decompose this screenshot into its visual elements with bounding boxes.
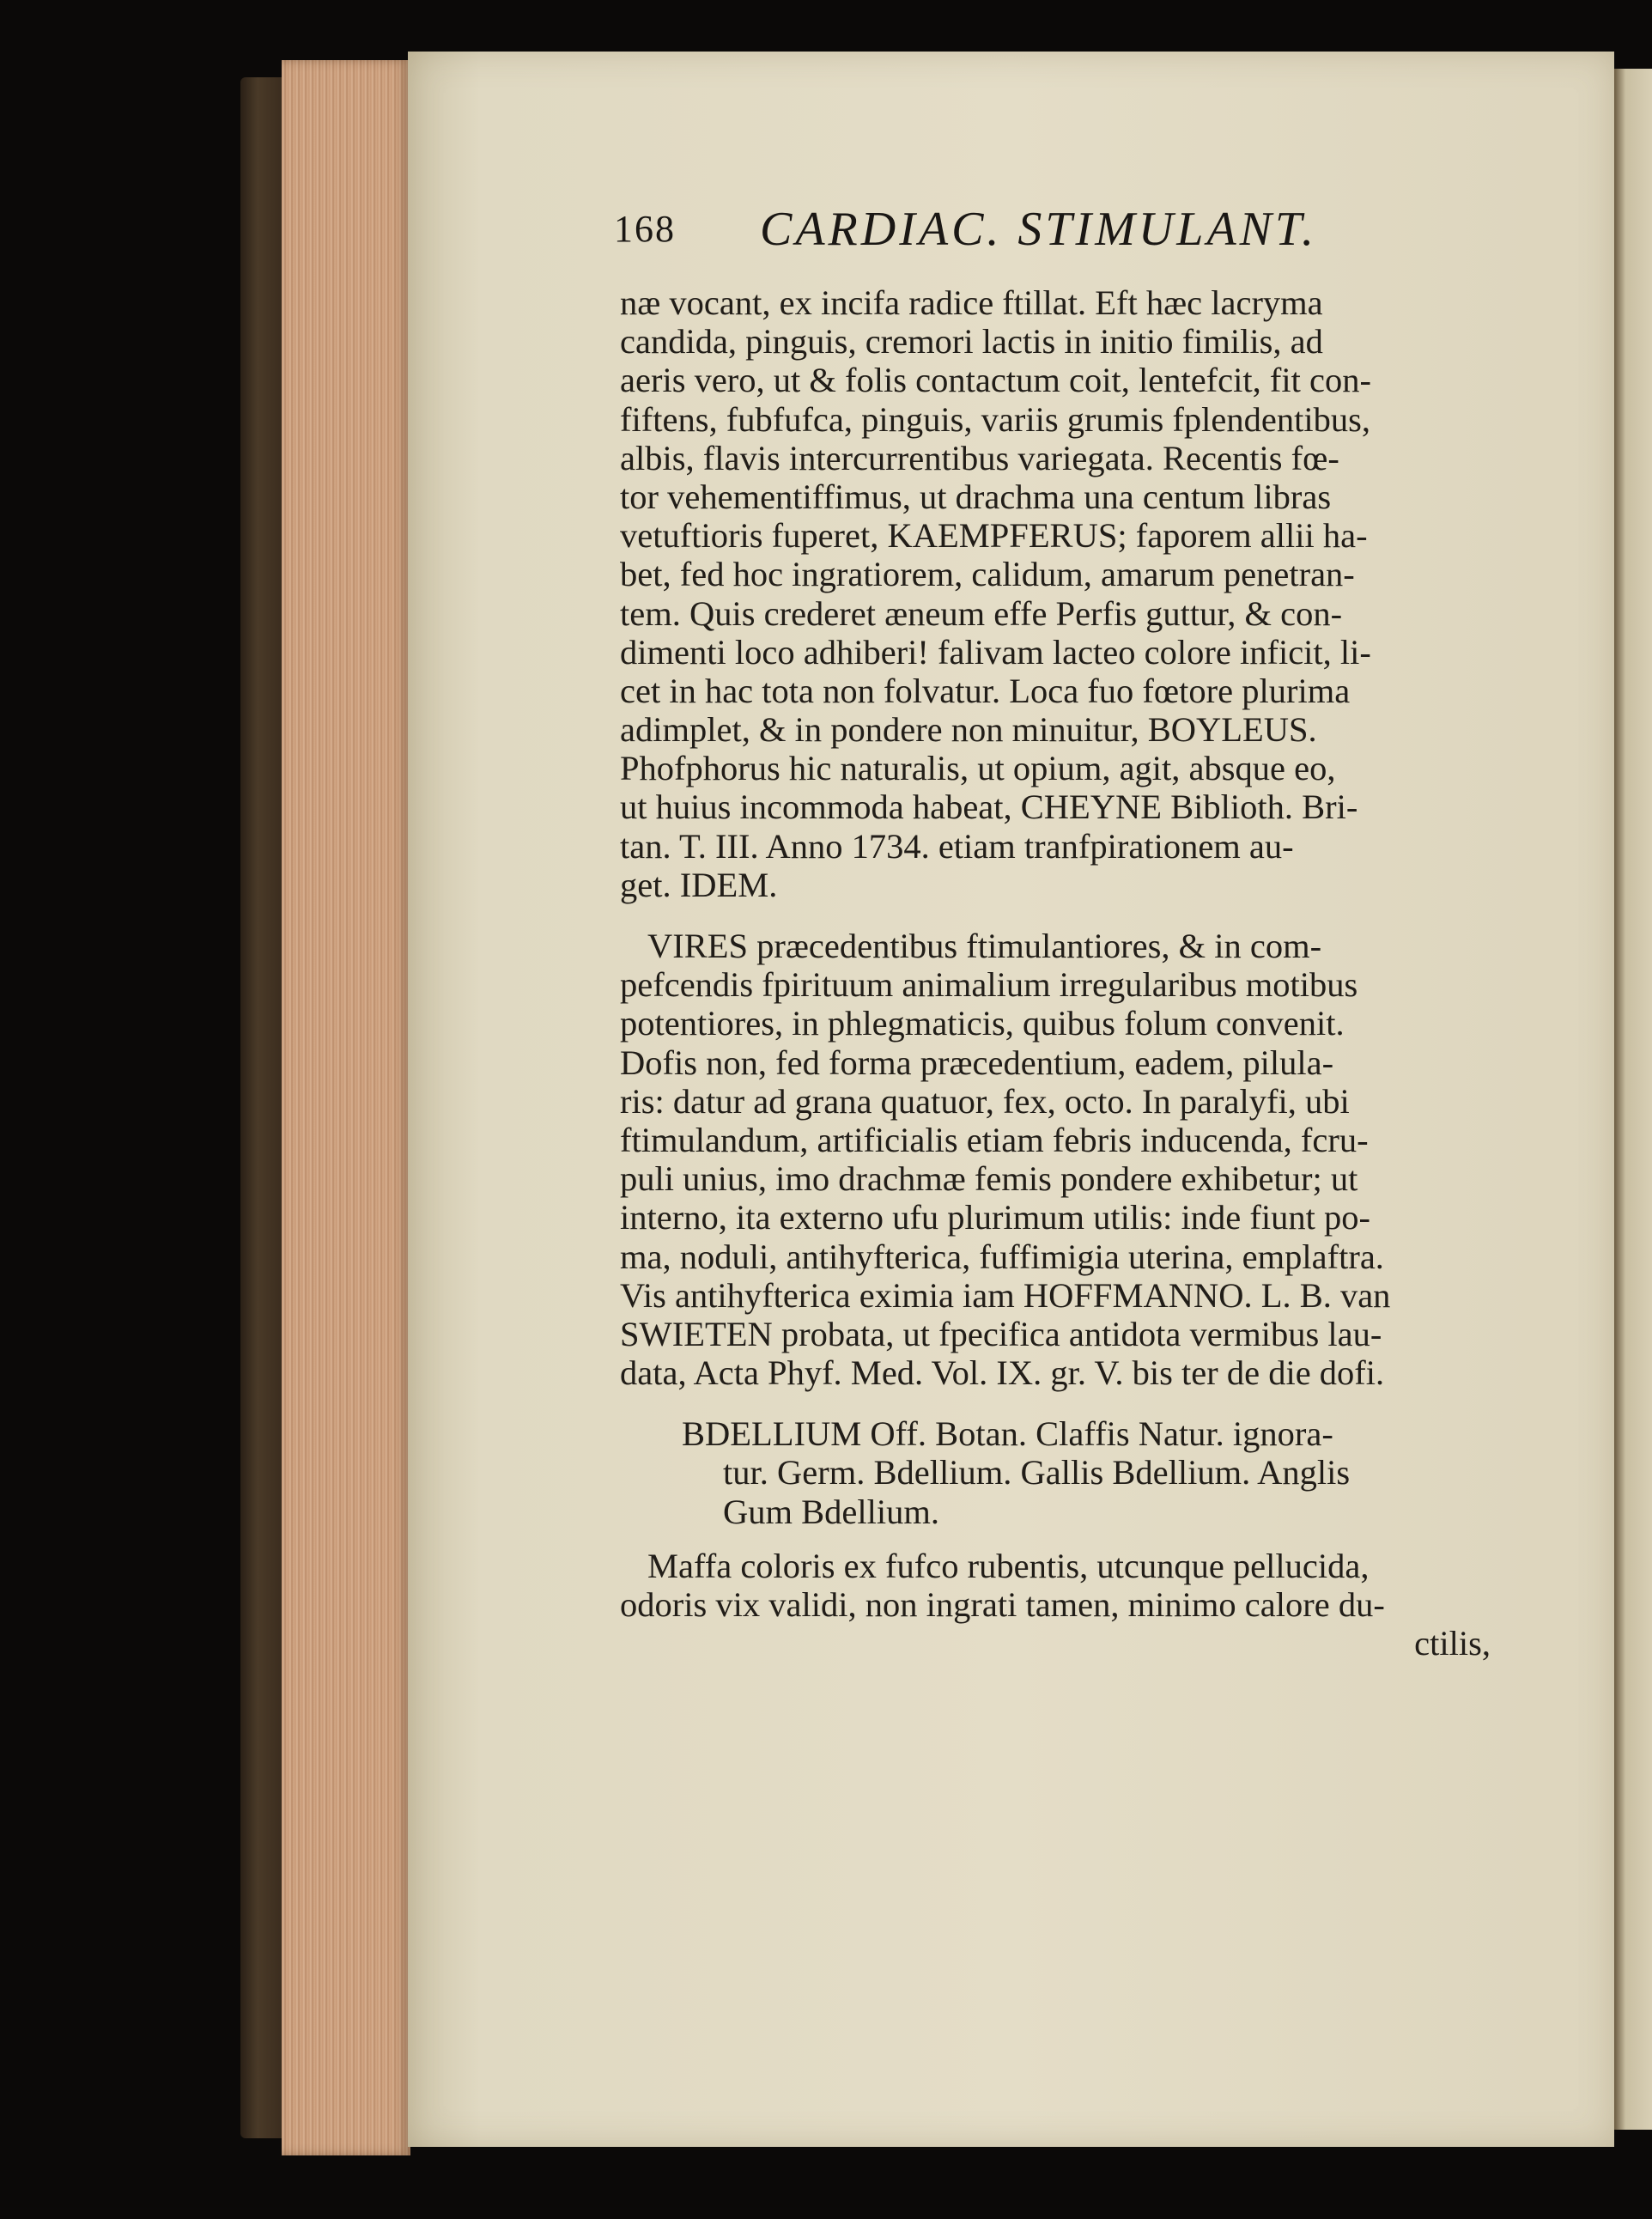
text-line: næ vocant, ex incifa radice ftillat. Eft hæc lacryma <box>620 283 1323 322</box>
text-line: adimplet, & in pondere non minuitur, BOYLEUS. <box>620 710 1317 750</box>
text-line: Phofphorus hic naturalis, ut opium, agit, absque eo, <box>620 749 1336 788</box>
text-line: get. IDEM. <box>620 865 778 904</box>
running-head <box>614 202 1387 271</box>
text-line: bet, fed hoc ingratiorem, calidum, amarum penetran- <box>620 555 1355 594</box>
text-line: VIRES præcedentibus ftimulantiores, & in com- <box>647 927 1322 965</box>
text-line: tor vehementiffimus, ut drachma una centum libras <box>620 477 1332 516</box>
text-line: candida, pinguis, cremori lactis in initio fimilis, ad <box>620 322 1323 362</box>
text-line: ma, noduli, antihyfterica, fuffimigia uterina, emplaftra. <box>620 1237 1384 1276</box>
paragraph-1 <box>620 283 1491 904</box>
text-line: Gum Bdellium. <box>723 1492 939 1531</box>
paragraph-2 <box>620 927 1491 1392</box>
text-line: tur. Germ. Bdellium. Gallis Bdellium. Anglis <box>723 1453 1351 1493</box>
page-text <box>620 283 1491 1663</box>
text-line: tan. T. III. Anno 1734. etiam tranfpirationem au- <box>620 826 1294 866</box>
text-line: aeris vero, ut & folis contactum coit, lentefcit, fit con- <box>620 361 1371 400</box>
text-line: albis, flavis intercurrentibus variegata. Recentis fœ- <box>620 438 1339 477</box>
facing-page-edge <box>1614 69 1652 2130</box>
text-line: ut huius incommoda habeat, CHEYNE Biblioth. Bri- <box>620 787 1358 827</box>
paragraph-spacing <box>620 1392 1491 1414</box>
text-line: tem. Quis crederet æneum effe Perfis guttur, & con- <box>620 593 1343 633</box>
text-line: potentiores, in phlegmaticis, quibus folum convenit. <box>620 1004 1345 1043</box>
text-line: vetuftioris fuperet, KAEMPFERUS; faporem allii ha- <box>620 516 1368 556</box>
paragraph-3 <box>620 1547 1491 1663</box>
text-line: ris: datur ad grana quatuor, fex, octo. In paralyfi, ubi <box>620 1081 1350 1121</box>
text-line: SWIETEN probata, ut fpecifica antidota vermibus lau- <box>620 1314 1382 1353</box>
text-line: fiftens, fubfufca, pinguis, variis grumis fplendentibus, <box>620 399 1370 439</box>
text-line: Maffa coloris ex fufco rubentis, utcunque pellucida, <box>647 1546 1370 1585</box>
text-line: BDELLIUM Off. Botan. Claffis Natur. ignora- <box>682 1414 1333 1454</box>
text-line: Dofis non, fed forma præcedentium, eadem, pilula- <box>620 1043 1334 1082</box>
text-line: data, Acta Phyf. Med. Vol. IX. gr. V. bis ter de die dofi. <box>620 1353 1385 1393</box>
running-title: CARDIAC. STIMULANT. <box>760 203 1317 256</box>
paragraph-spacing <box>620 904 1491 927</box>
page-edges <box>282 60 410 2155</box>
paragraph-spacing <box>620 1531 1491 1547</box>
book-cover-edge <box>240 77 283 2138</box>
page-number: 168 <box>614 208 676 250</box>
text-line: dimenti loco adhiberi! falivam lacteo colore inficit, li- <box>620 632 1371 672</box>
text-line: puli unius, imo drachmæ femis pondere exhibetur; ut <box>620 1159 1358 1199</box>
text-line: pefcendis fpirituum animalium irregularibus motibus <box>620 965 1358 1005</box>
text-line: ftimulandum, artificialis etiam febris inducenda, fcru- <box>620 1120 1369 1159</box>
text-line: interno, ita externo ufu plurimum utilis: inde fiunt po- <box>620 1198 1370 1237</box>
text-line: cet in hac tota non folvatur. Loca fuo fœtore plurima <box>620 671 1351 710</box>
text-line: Vis antihyfterica eximia iam HOFFMANNO. L. B. van <box>620 1275 1391 1315</box>
text-line: odoris vix validi, non ingrati tamen, minimo calore du- <box>620 1585 1385 1624</box>
entry-heading-bdellium <box>620 1414 1491 1531</box>
catchword: ctilis, <box>1414 1624 1491 1663</box>
